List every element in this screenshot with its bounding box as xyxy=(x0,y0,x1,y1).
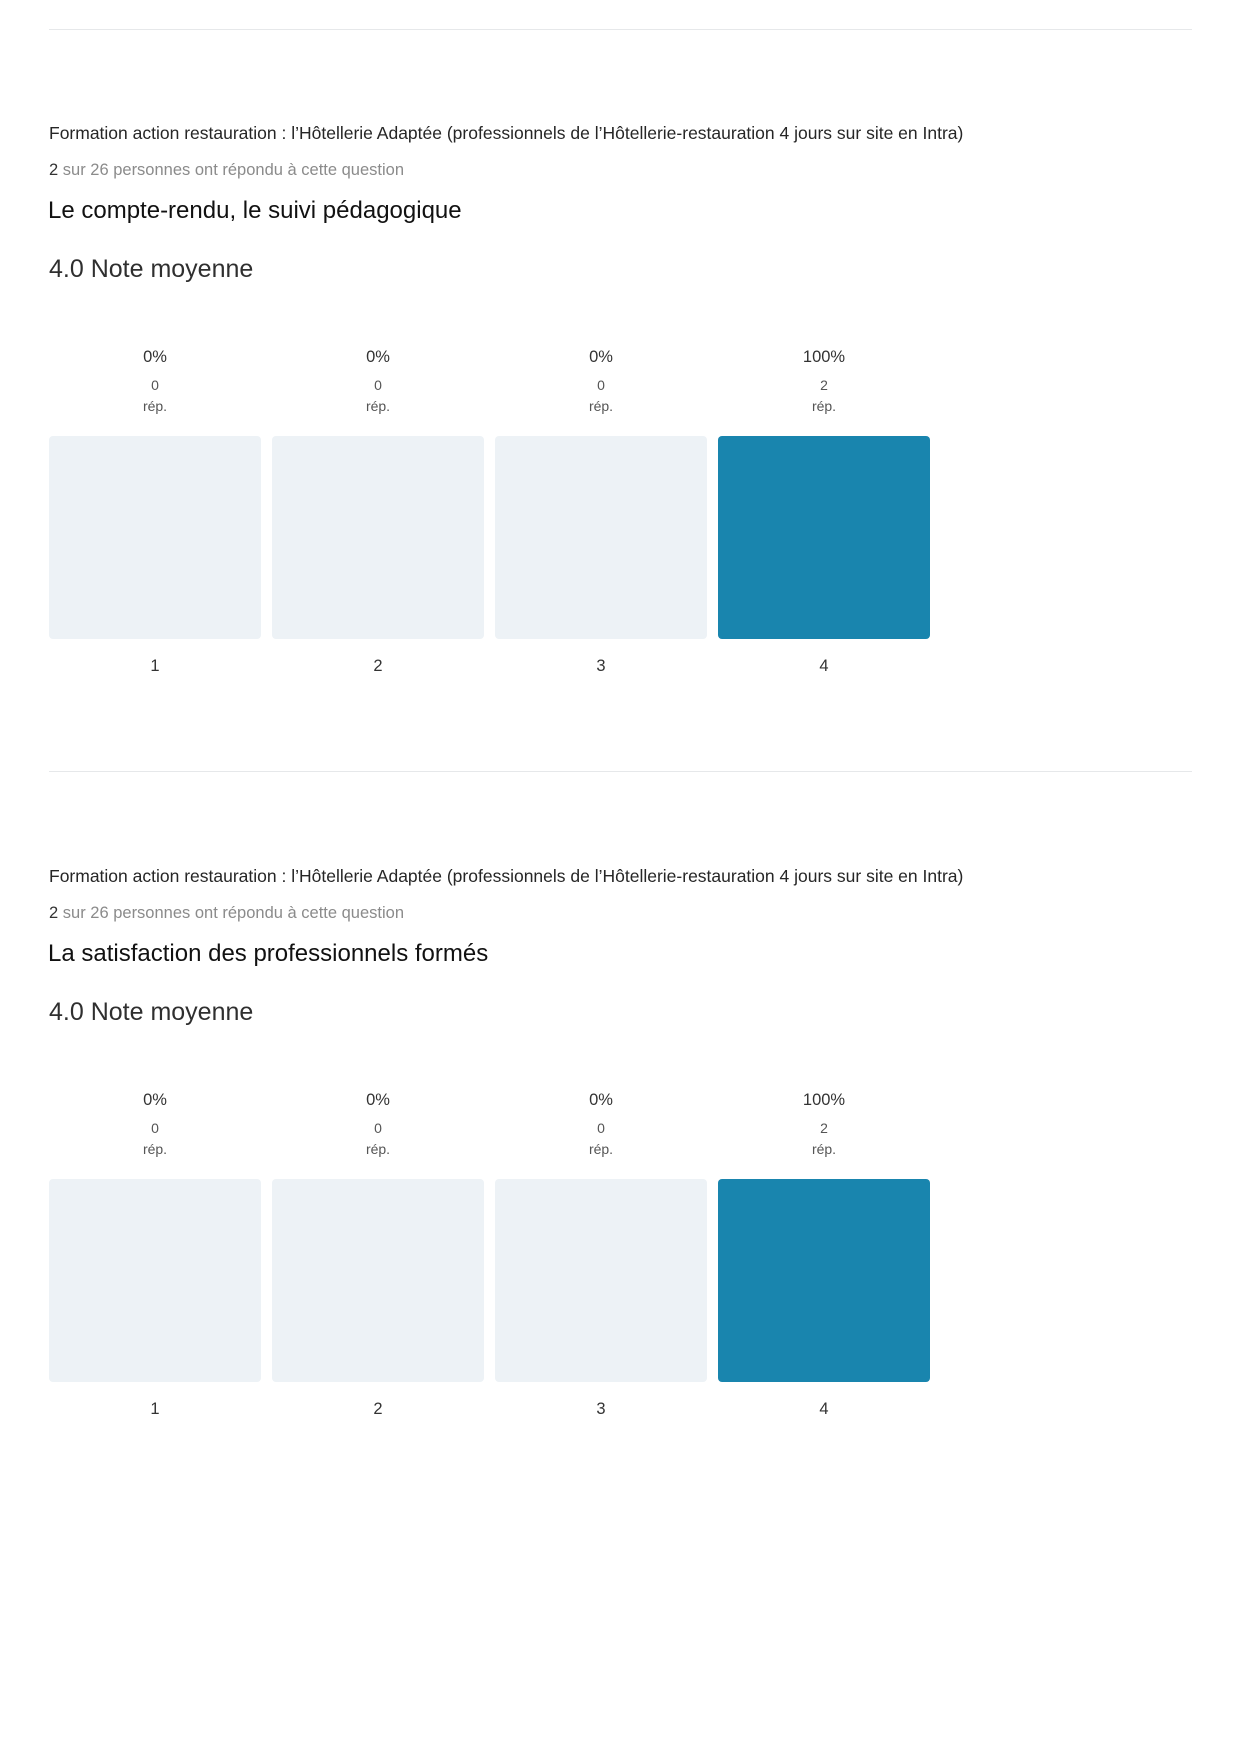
survey-context: Formation action restauration : l’Hôtellerie Adaptée (professionnels de l’Hôtellerie-restauration 4 jours sur site en Intra) xyxy=(49,123,964,143)
question-title: Le compte-rendu, le suivi pédagogique xyxy=(48,197,462,224)
bar-count-unit: rép. xyxy=(588,1141,614,1157)
bar-percent-label: 0% xyxy=(589,1091,613,1109)
category-label: 4 xyxy=(819,657,829,675)
bar-count-unit: rép. xyxy=(142,1141,168,1157)
bar-percent-label: 100% xyxy=(802,1091,846,1109)
category-label: 3 xyxy=(596,657,606,675)
bar-track xyxy=(272,436,484,639)
bar-percent-label: 100% xyxy=(802,348,846,366)
divider-middle xyxy=(49,771,1192,772)
survey-context: Formation action restauration : l’Hôtellerie Adaptée (professionnels de l’Hôtellerie-restauration 4 jours sur site en Intra) xyxy=(49,866,964,886)
bar xyxy=(718,1179,930,1382)
category-label: 2 xyxy=(373,657,383,675)
bar-track xyxy=(272,1179,484,1382)
rating-chart xyxy=(0,866,1241,1566)
bar-percent-label: 0% xyxy=(143,348,167,366)
average-score: 4.0 Note moyenne xyxy=(49,255,254,283)
bar-track xyxy=(49,436,261,639)
bar-count-label: 0 xyxy=(374,1120,382,1136)
average-score: 4.0 Note moyenne xyxy=(49,998,254,1026)
question-section-1 xyxy=(0,123,1241,823)
bar-count-label: 2 xyxy=(820,377,828,393)
bar-percent-label: 0% xyxy=(589,348,613,366)
bar-percent-label: 0% xyxy=(366,348,390,366)
bar xyxy=(718,436,930,639)
bar-count-label: 0 xyxy=(151,377,159,393)
rating-chart xyxy=(0,123,1241,823)
category-label: 1 xyxy=(150,657,160,675)
bar-track xyxy=(49,1179,261,1382)
bar-count-label: 0 xyxy=(374,377,382,393)
bar-track xyxy=(495,436,707,639)
question-section-2 xyxy=(0,866,1241,1566)
category-label: 2 xyxy=(373,1400,383,1418)
response-count-text: sur 26 personnes ont répondu à cette question xyxy=(58,904,405,922)
bar-count-label: 0 xyxy=(151,1120,159,1136)
response-count-number: 2 xyxy=(49,904,59,922)
category-label: 4 xyxy=(819,1400,829,1418)
bar-count-unit: rép. xyxy=(365,1141,391,1157)
response-count-number: 2 xyxy=(49,161,59,179)
bar-count-unit: rép. xyxy=(811,398,837,414)
bar-count-unit: rép. xyxy=(588,398,614,414)
bar-percent-label: 0% xyxy=(143,1091,167,1109)
bar-count-label: 2 xyxy=(820,1120,828,1136)
bar-count-unit: rép. xyxy=(142,398,168,414)
bar-count-label: 0 xyxy=(597,377,605,393)
question-title: La satisfaction des professionnels formés xyxy=(48,940,489,967)
bar-count-unit: rép. xyxy=(811,1141,837,1157)
bar-track xyxy=(495,1179,707,1382)
bar-count-unit: rép. xyxy=(365,398,391,414)
category-label: 1 xyxy=(150,1400,160,1418)
bar-count-label: 0 xyxy=(597,1120,605,1136)
divider-top xyxy=(49,29,1192,30)
response-count-text: sur 26 personnes ont répondu à cette question xyxy=(58,161,405,179)
bar-percent-label: 0% xyxy=(366,1091,390,1109)
category-label: 3 xyxy=(596,1400,606,1418)
